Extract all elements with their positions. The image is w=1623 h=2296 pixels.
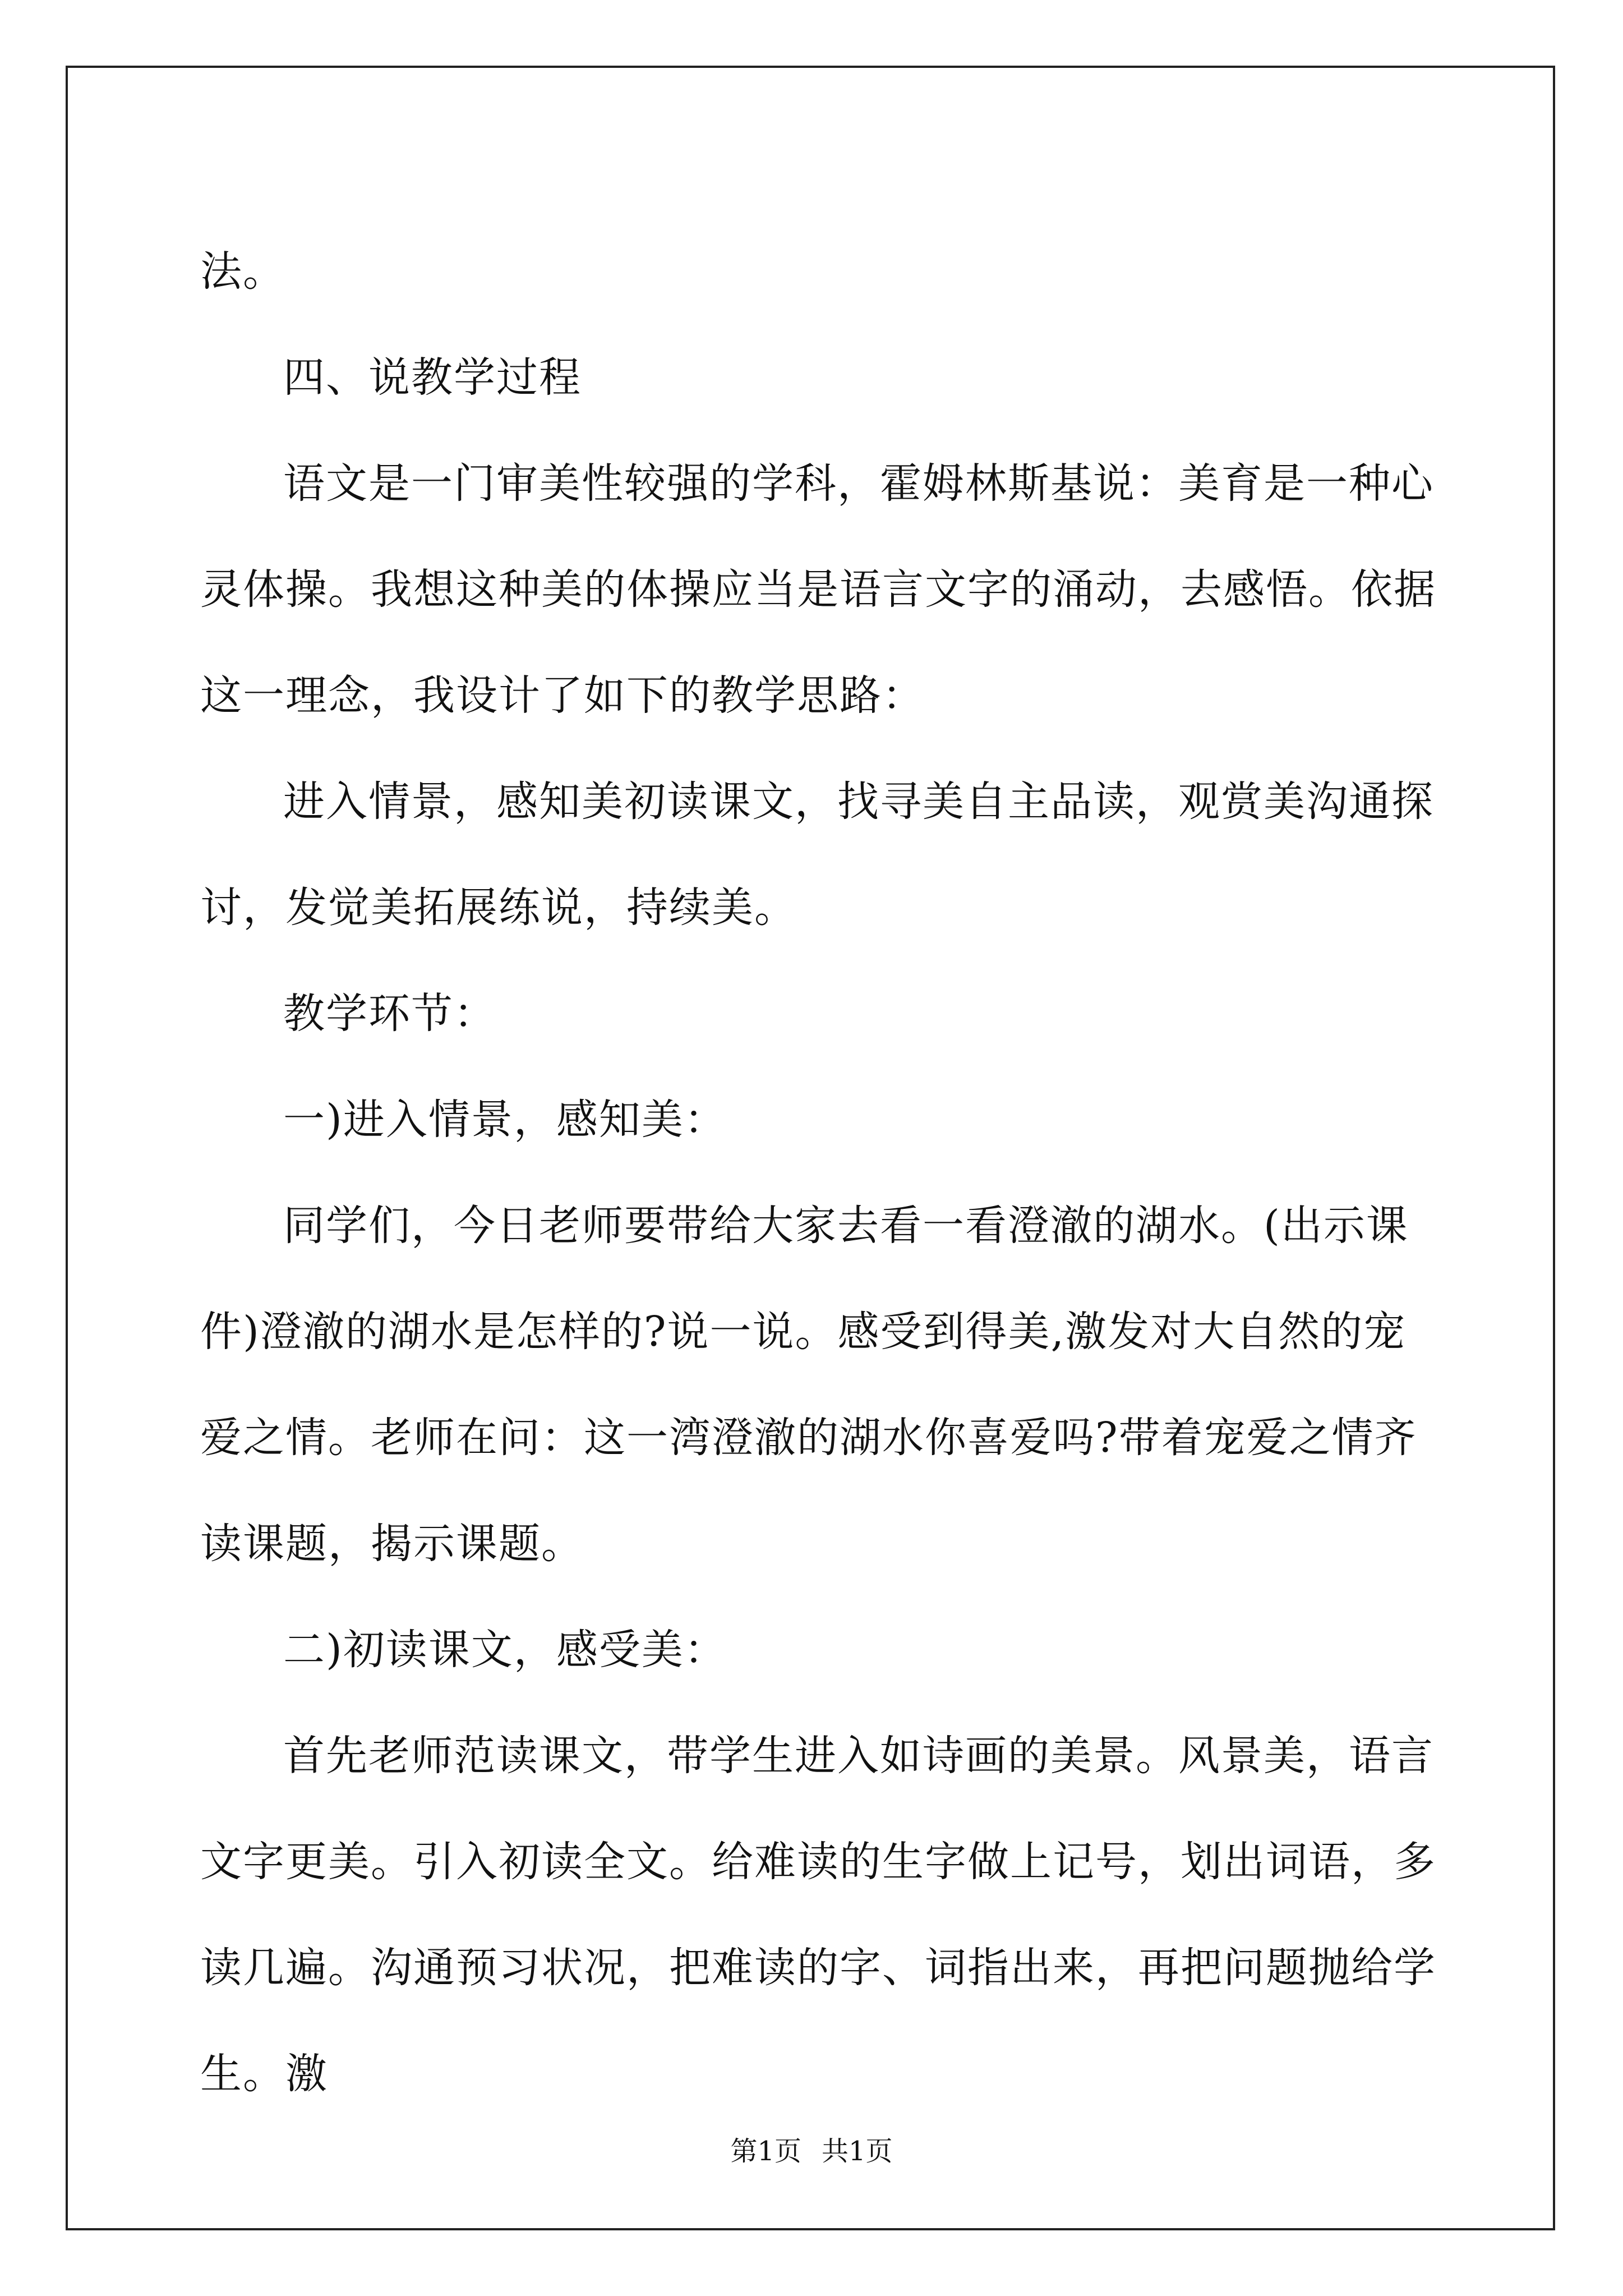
subsection-heading: 二)初读课文，感受美： xyxy=(283,1626,727,1674)
subsection-heading: 一)进入情景，感知美： xyxy=(283,1096,727,1144)
subsection-heading: 教学环节： xyxy=(283,990,496,1038)
paragraph: 法。 xyxy=(200,247,285,296)
paragraph: 首先老师范读课文，带学生进入如诗画的美景。风景美，语言文字更美。引入初读全文。给难读的生字做上记号，划出词语，多读几遍。沟通预习状况，把难读的字、词指出来，再把问题抛给学生。激 xyxy=(200,1732,1436,2098)
page-number-current: 第1页 xyxy=(730,2136,801,2167)
paragraph: 同学们，今日老师要带给大家去看一看澄澈的湖水。(出示课件)澄澈的湖水是怎样的?说一说。感受到得美,激发对大自然的宠爱之情。老师在问：这一湾澄澈的湖水你喜爱吗?带着宠爱之情齐读课题，揭示课题。 xyxy=(200,1202,1417,1568)
paragraph: 语文是一门审美性较强的学科，霍姆林斯基说：美育是一种心灵体操。我想这种美的体操应当是语言文字的涌动，去感悟。依据这一理念，我设计了如下的教学思路： xyxy=(200,459,1436,720)
section-heading: 四、说教学过程 xyxy=(283,353,582,402)
document-body xyxy=(200,219,1437,2127)
page-footer xyxy=(0,2134,1623,2168)
page-number-total: 共1页 xyxy=(822,2136,893,2167)
paragraph: 进入情景，感知美初读课文，找寻美自主品读，观赏美沟通探讨，发觉美拓展练说，持续美。 xyxy=(200,777,1434,932)
